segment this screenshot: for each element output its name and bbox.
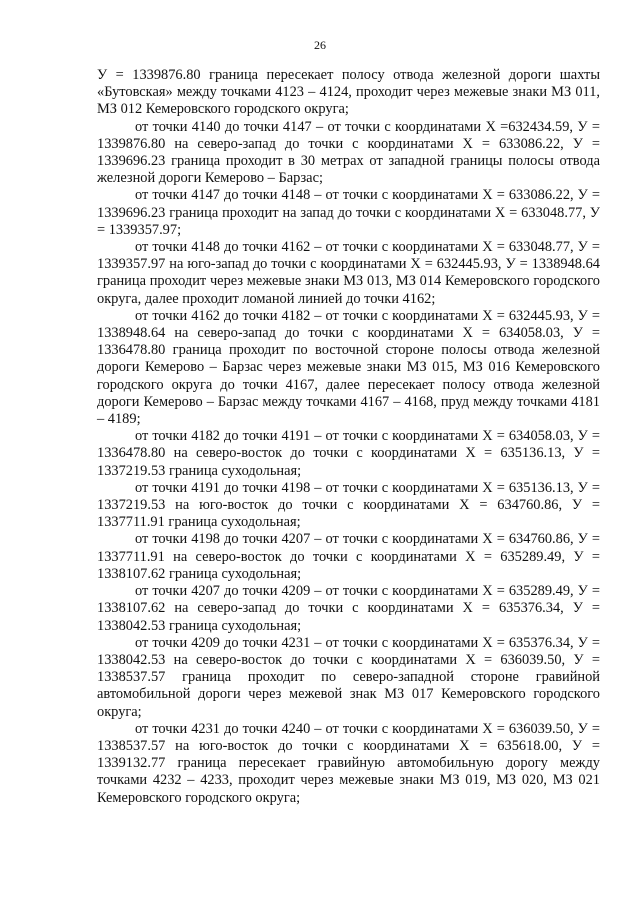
- paragraph: от точки 4162 до точки 4182 – от точки с координатами Х = 632445.93, У = 1338948.64 на северо-запад до точки с координатами Х = 634058.03, У = 1336478.80 граница проходит по восточной стороне полосы отвода железной дороги Кемерово – Барзас через межевые знаки МЗ 015, МЗ 016 Кемеровского городского округа до точки 4167, далее пересекает полосу отвода железной дороги Кемерово – Барзас между точками 4167 – 4168, пруд между точками 4181 – 4189;: [97, 307, 600, 428]
- paragraph: от точки 4148 до точки 4162 – от точки с координатами Х = 633048.77, У = 1339357.97 на юго-запад до точки с координатами Х = 632445.93, У = 1338948.64 граница проходит через межевые знаки МЗ 013, МЗ 014 Кемеровского городского округа, далее проходит ломаной линией до точки 4162;: [97, 239, 600, 307]
- paragraph: от точки 4198 до точки 4207 – от точки с координатами Х = 634760.86, У = 1337711.91 на северо-восток до точки с координатами Х = 635289.49, У = 1338107.62 граница суходольная;: [97, 531, 600, 582]
- paragraph: от точки 4231 до точки 4240 – от точки с координатами Х = 636039.50, У = 1338537.57 на юго-восток до точки с координатами Х = 635618.00, У = 1339132.77 граница пересекает гравийную автомобильную дорогу между точками 4232 – 4233, проходит через межевые знаки МЗ 019, МЗ 020, МЗ 021 Кемеровского городского округа;: [97, 720, 600, 806]
- paragraph: от точки 4140 до точки 4147 – от точки с координатами Х =632434.59, У = 1339876.80 на северо-запад до точки с координатами Х = 633086.22, У = 1339696.23 граница проходит в 30 метрах от западной границы полосы отвода железной дороги Кемерово – Барзас;: [97, 118, 600, 187]
- paragraph: от точки 4182 до точки 4191 – от точки с координатами Х = 634058.03, У = 1336478.80 на северо-восток до точки с координатами Х = 635136.13, У = 1337219.53 граница суходольная;: [97, 428, 600, 479]
- paragraph: от точки 4191 до точки 4198 – от точки с координатами Х = 635136.13, У = 1337219.53 на юго-восток до точки с координатами Х = 634760.86, У = 1337711.91 граница суходольная;: [97, 479, 600, 531]
- document-body: [97, 67, 600, 807]
- page-number: 26: [314, 38, 326, 52]
- paragraph: от точки 4209 до точки 4231 – от точки с координатами Х = 635376.34, У = 1338042.53 на северо-восток до точки с координатами Х = 636039.50, У = 1338537.57 граница проходит по северо-западной стороне гравийной автомобильной дороги через межевой знак МЗ 017 Кемеровского городского округа;: [97, 634, 600, 720]
- paragraph: от точки 4147 до точки 4148 – от точки с координатами Х = 633086.22, У = 1339696.23 граница проходит на запад до точки с координатами Х = 633048.77, У = 1339357.97;: [97, 187, 600, 238]
- paragraph: У = 1339876.80 граница пересекает полосу отвода железной дороги шахты «Бутовская» между точками 4123 – 4124, проходит через межевые знаки МЗ 011, МЗ 012 Кемеровского городского округа;: [97, 67, 600, 118]
- paragraph: от точки 4207 до точки 4209 – от точки с координатами Х = 635289.49, У = 1338107.62 на северо-запад до точки с координатами Х = 635376.34, У = 1338042.53 граница суходольная;: [97, 583, 600, 634]
